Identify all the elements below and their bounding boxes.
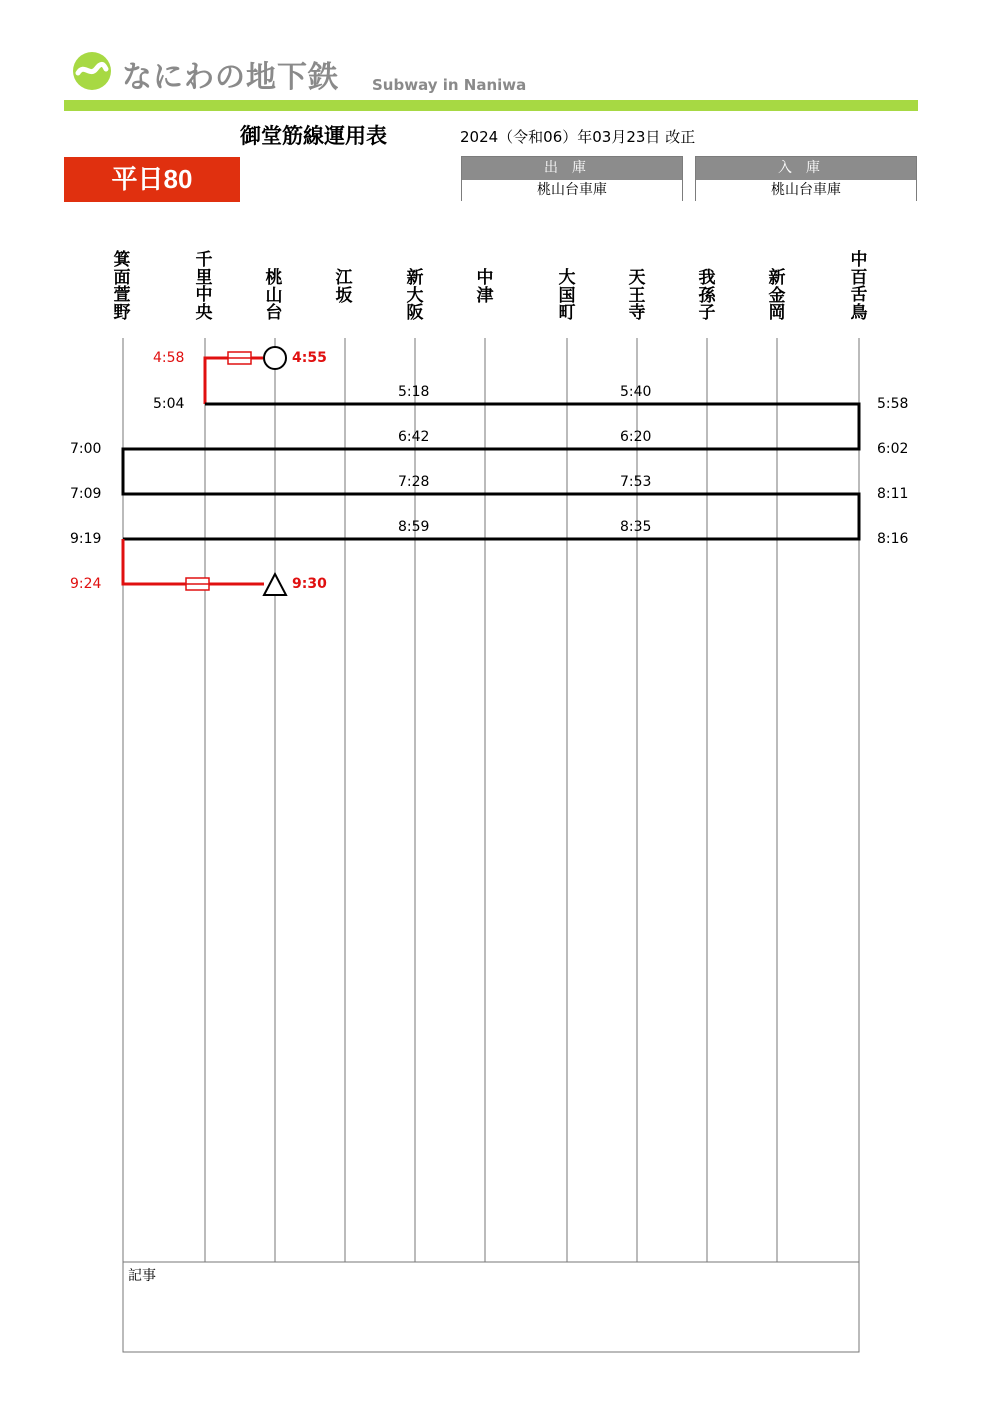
time-minoh-3: 9:19: [70, 531, 102, 547]
time-minoh-4: 9:24: [70, 576, 102, 592]
station-momoyamadai: 桃山台: [265, 268, 283, 323]
time-senri-depart: 4:58: [153, 350, 185, 366]
station-shin-osaka: 新大阪: [406, 268, 424, 323]
time-tennoji-1: 5:40: [620, 384, 652, 400]
station-nakamozu: 中百舌鳥: [850, 250, 868, 323]
time-nakamozu-3: 8:11: [877, 486, 909, 502]
notes-box: [123, 1262, 859, 1352]
revision-date: 2024（令和06）年03月23日 改正: [460, 128, 696, 146]
station-senri-chuo: 千里中央: [195, 250, 213, 323]
time-tennoji-3: 7:53: [620, 474, 652, 490]
time-senri-1: 5:04: [153, 396, 185, 412]
time-minoh-1: 7:00: [70, 441, 102, 457]
time-tennoji-4: 8:35: [620, 519, 652, 535]
station-minoh-kayano: 箕面萱野: [113, 250, 131, 323]
time-nakamozu-2: 6:02: [877, 441, 909, 457]
service-route: [123, 404, 859, 539]
brand-subtitle: Subway in Naniwa: [372, 76, 527, 94]
station-tennoji: 天王寺: [628, 268, 646, 323]
station-esaka: 江 坂: [335, 268, 370, 306]
page-title: 御堂筋線運用表: [240, 124, 387, 148]
time-tennoji-2: 6:20: [620, 429, 652, 445]
time-shinosaka-3: 7:28: [398, 474, 430, 490]
arrive-triangle-icon: [264, 574, 286, 595]
depot-out-label: 出庫: [462, 157, 682, 180]
time-shinosaka-4: 8:59: [398, 519, 430, 535]
depot-out-value: 桃山台車庫: [462, 180, 682, 201]
depot-in-label: 入庫: [696, 157, 916, 180]
time-nakamozu-4: 8:16: [877, 531, 909, 547]
notes-label: 記事: [128, 1268, 156, 1284]
depart-circle-icon: [264, 347, 286, 369]
station-nakatsu: 中 津: [476, 268, 511, 306]
station-abiko: 我孫子: [698, 268, 716, 323]
time-depot-arrive: 9:30: [292, 576, 327, 592]
time-depot-depart: 4:55: [292, 350, 327, 366]
time-shinosaka-2: 6:42: [398, 429, 430, 445]
time-shinosaka-1: 5:18: [398, 384, 430, 400]
time-nakamozu-1: 5:58: [877, 396, 909, 412]
depot-out-route: [205, 358, 263, 404]
depot-in-value: 桃山台車庫: [696, 180, 916, 201]
station-daikokucho: 大国町: [558, 268, 576, 323]
diagram-number-badge: 平日80: [64, 157, 240, 202]
brand-name: なにわの地下鉄: [122, 60, 339, 95]
station-shin-kanaoka: 新金岡: [768, 268, 786, 323]
time-minoh-2: 7:09: [70, 486, 102, 502]
